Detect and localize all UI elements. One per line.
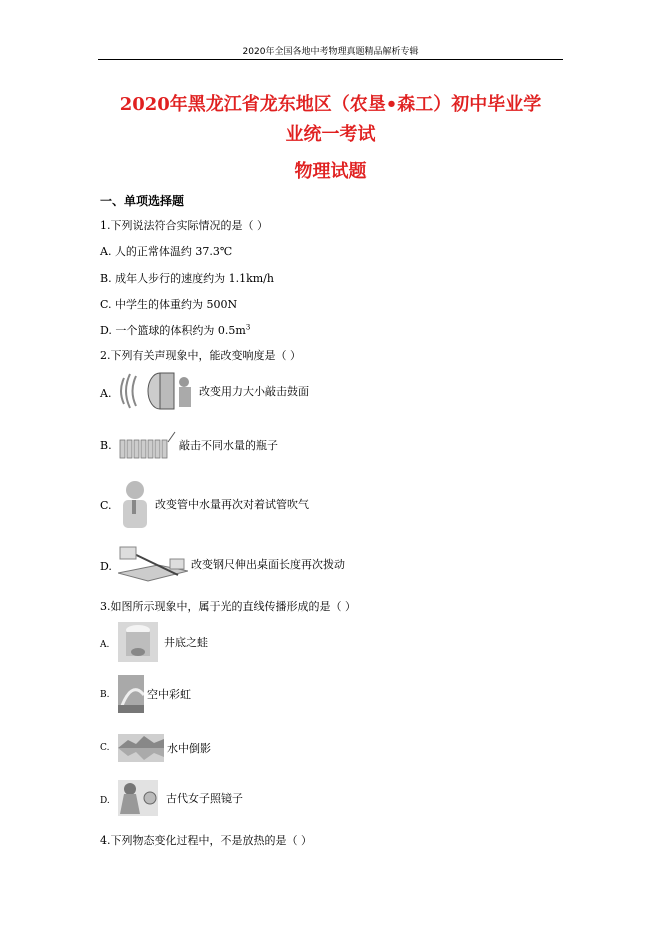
q2-option-a-caption: 改变用力大小敲击鼓面 (199, 385, 309, 398)
q3-option-d-label: D. (100, 796, 110, 806)
title-line-3: 物理试题 (294, 161, 367, 182)
q3-option-d-caption: 古代女子照镜子 (166, 792, 243, 805)
q3-option-b-caption: 空中彩虹 (147, 688, 191, 701)
q2-option-d (118, 545, 345, 583)
q1-option-c: C. 中学生的体重约为 500N (100, 298, 238, 311)
q3-option-b-label: B. (100, 690, 110, 700)
girl-blowing-tube-image (118, 478, 152, 530)
q3-stem: 3.如图所示现象中，属于光的直线传播形成的是（ ） (100, 600, 356, 613)
ancient-woman-mirror-image (118, 780, 158, 816)
q1-option-a: A. 人的正常体温约 37.3℃ (100, 245, 233, 258)
q3-option-a-label: A. (100, 640, 110, 650)
q3-option-c (118, 734, 211, 762)
q2-option-b-caption: 敲击不同水量的瓶子 (179, 439, 278, 452)
q2-stem: 2.下列有关声现象中，能改变响度是（ ） (100, 349, 301, 362)
page-header: 2020年全国各地中考物理真题精品解析专辑 (242, 47, 419, 57)
q2-option-a-label: A. (100, 387, 112, 400)
drum-image (118, 370, 196, 412)
q1-option-d-sup: 3 (245, 323, 251, 332)
q3-option-c-label: C. (100, 743, 110, 753)
q3-option-a (118, 622, 208, 662)
ruler-table-image (118, 545, 188, 583)
q2-option-c-caption: 改变管中水量再次对着试管吹气 (155, 498, 309, 511)
q1-stem: 1.下列说法符合实际情况的是（ ） (100, 219, 268, 232)
water-reflection-image (118, 734, 164, 762)
title-line-2: 业统一考试 (285, 124, 376, 145)
q2-option-b (118, 430, 278, 460)
q2-option-d-label: D. (100, 560, 112, 573)
q1-option-d-text: D. 一个篮球的体积约为 0.5m (100, 324, 246, 337)
q1-option-d (100, 322, 250, 338)
q3-option-b (118, 675, 191, 713)
section-heading: 一、单项选择题 (100, 194, 185, 208)
q4-stem: 4.下列物态变化过程中，不是放热的是（ ） (100, 834, 312, 847)
q2-option-c (118, 478, 309, 530)
q2-option-b-label: B. (100, 439, 112, 452)
rainbow-image (118, 675, 144, 713)
frog-in-well-image (118, 622, 158, 662)
q2-option-a (118, 370, 309, 412)
q3-option-c-caption: 水中倒影 (167, 742, 211, 755)
q3-option-d (118, 780, 243, 816)
q2-option-d-caption: 改变钢尺伸出桌面长度再次拨动 (191, 558, 345, 571)
q2-option-c-label: C. (100, 499, 112, 512)
q3-option-a-caption: 井底之蛙 (164, 636, 208, 649)
header-divider (98, 59, 563, 60)
bottles-image (118, 430, 176, 460)
title-line-1: 2020年黑龙江省龙东地区（农垦•森工）初中毕业学 (119, 94, 542, 115)
q1-option-b: B. 成年人步行的速度约为 1.1km/h (100, 272, 274, 285)
